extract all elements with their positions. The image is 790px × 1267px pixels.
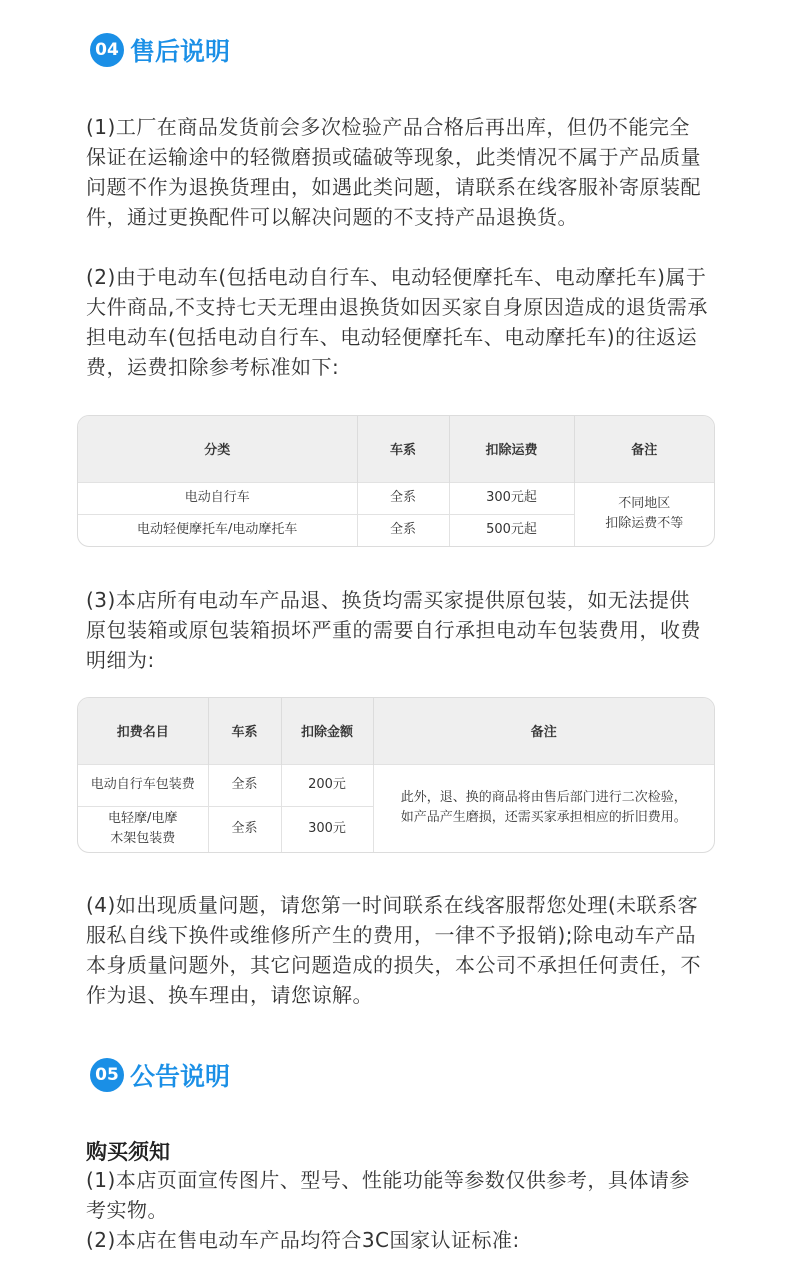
packaging-fee-table [77,697,715,853]
after-sales-paragraph-2: (2)由于电动车(包括电动自行车、电动轻便摩托车、电动摩托车)属于大件商品,不支持七天无理由退换货如因买家自身原因造成的退货需承担电动车(包括电动自行车、电动轻便摩托车、电动摩托车)的往返运费，运费扣除参考标准如下: [86,265,708,379]
table-header-cell: 备注 [373,698,714,764]
table-header-row [78,698,714,764]
cell-line: 木架包装费 [110,831,176,847]
table-cell [78,806,208,852]
after-sales-paragraph-4: (4)如出现质量问题，请您第一时间联系在线客服帮您处理(未联系客服私自线下换件或维修所产生的费用，一律不予报销);除电动车产品本身质量问题外，其它问题造成的损失，本公司不承担任何责任，不作为退、换车理由，请您谅解。 [86,893,701,1007]
section-04-title [90,32,230,68]
after-sales-paragraph-3: (3)本店所有电动车产品退、换货均需买家提供原包装，如无法提供原包装箱或原包装箱损坏严重的需要自行承担电动车包装费用，收费明细为: [86,588,701,672]
table-cell: 全系 [208,764,281,806]
table-header-cell: 扣费名目 [78,698,208,764]
table-cell: 电动自行车 [78,482,357,514]
table-cell: 500元起 [449,514,574,546]
section-number-badge: 04 [90,33,124,67]
note-line: 如产品产生磨损，还需买家承担相应的折旧费用。 [400,810,687,826]
section-number-badge: 05 [90,1058,124,1092]
table-header-cell: 分类 [78,416,357,482]
note-line: 此外，退、换的商品将由售后部门进行二次检验， [400,790,687,806]
table-header-cell: 备注 [574,416,714,482]
notice-paragraph-1: (1)本店页面宣传图片、型号、性能功能等参数仅供参考，具体请参考实物。 [86,1168,690,1222]
table-header-cell: 车系 [208,698,281,764]
section-title-text: 公告说明 [130,1062,231,1091]
note-line: 不同地区 [618,496,671,512]
section-title-text: 售后说明 [130,37,231,66]
table-cell: 300元 [281,806,373,852]
table-row [78,764,714,806]
table-cell: 全系 [208,806,281,852]
table-cell: 电动轻便摩托车/电动摩托车 [78,514,357,546]
table-header-row [78,416,714,482]
note-line: 扣除运费不等 [605,516,684,532]
table-cell: 全系 [357,482,449,514]
section-05-title [90,1057,230,1093]
table-cell: 全系 [357,514,449,546]
table-note-cell [574,482,714,546]
after-sales-paragraph-1: (1)工厂在商品发货前会多次检验产品合格后再出库，但仍不能完全保证在运输途中的轻微磨损或磕破等现象，此类情况不属于产品质量问题不作为退换货理由，如遇此类问题，请联系在线客服补寄原装配件，通过更换配件可以解决问题的不支持产品退换货。 [86,115,701,229]
table-cell: 300元起 [449,482,574,514]
table-cell: 电动自行车包装费 [78,764,208,806]
table-header-cell: 扣除运费 [449,416,574,482]
table-cell: 200元 [281,764,373,806]
notice-paragraph-2: (2)本店在售电动车产品均符合3C国家认证标准: [86,1228,520,1252]
cell-line: 电轻摩/电摩 [108,811,178,827]
shipping-fee-table [77,415,715,547]
table-header-cell: 扣除金额 [281,698,373,764]
purchase-notice-heading: 购买须知 [86,1140,170,1164]
table-header-cell: 车系 [357,416,449,482]
table-row [78,482,714,514]
table-note-cell [373,764,714,852]
